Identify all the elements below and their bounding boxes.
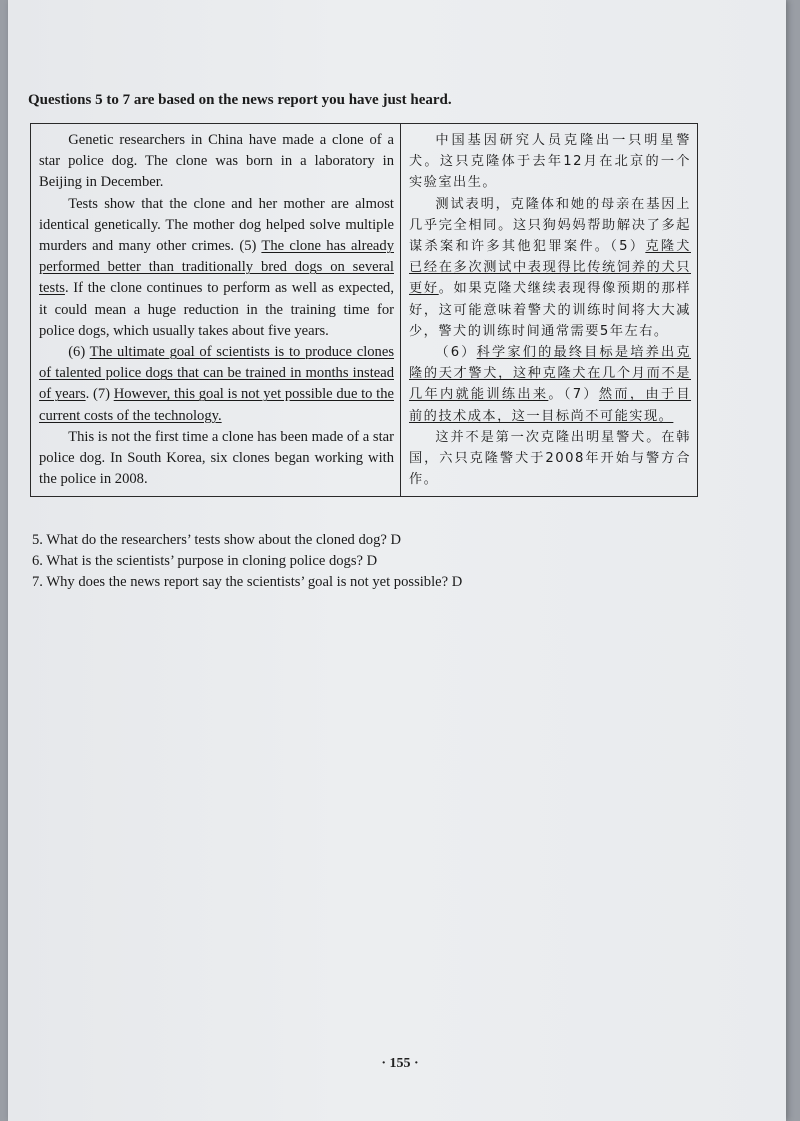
en-paragraph-3 — [39, 342, 394, 427]
question-list — [32, 530, 462, 593]
question-7: 7. Why does the news report say the scientists’ goal is not yet possible? D — [32, 574, 463, 590]
zh-p3-text-b: 。（7） — [548, 387, 599, 403]
en-answer-7-underline: However, this goal is not yet possible due to the current costs of the technology. — [39, 386, 394, 424]
zh-paragraph-3 — [409, 342, 691, 427]
question-6: 6. What is the scientists’ purpose in cloning police dogs? D — [32, 553, 378, 569]
chinese-column — [401, 124, 698, 497]
passage-table — [30, 123, 698, 497]
english-column — [31, 124, 401, 497]
zh-paragraph-2 — [409, 194, 691, 342]
en-p2-text-a: Tests show that the clone and her mother are almost identical genetically. The mother dog helped solve multiple murders and many other crimes. (5) — [39, 195, 394, 255]
page-number: · 155 · — [381, 1056, 419, 1071]
en-answer-5-underline: The clone has already performed better than traditionally bred dogs on several tests — [39, 238, 394, 297]
en-paragraph-1: Genetic researchers in China have made a clone of a star police dog. The clone was born in a laboratory in Beijing in December. — [39, 132, 394, 191]
en-paragraph-4: This is not the first time a clone has been made of a star police dog. In South Korea, six clones began working with the police in 2008. — [39, 428, 394, 488]
en-p3-text-a: (6) — [68, 344, 90, 361]
en-answer-6-underline: The ultimate goal of scientists is to produce clones of talented police dogs that can be trained in months instead of years — [39, 344, 395, 403]
zh-paragraph-1: 中国基因研究人员克隆出一只明星警犬。这只克隆体于去年12月在北京的一个实验室出生。 — [409, 133, 691, 191]
question-5: 5. What do the researchers’ tests show about the cloned dog? D — [32, 532, 402, 548]
en-p3-text-b: . (7) — [85, 386, 114, 403]
zh-p2-text-a: 测试表明，克隆体和她的母亲在基因上几乎完全相同。这只狗妈妈帮助解决了多起谋杀案和许多其他犯罪案件。（5） — [409, 196, 691, 255]
zh-p2-text-b: 。如果克隆犬继续表现得像预期的那样好，这可能意味着警犬的训练时间将大大减少，警犬的训练时间通常需要5年左右。 — [409, 281, 692, 339]
section-heading: Questions 5 to 7 are based on the news report you have just heard. — [28, 92, 452, 108]
zh-paragraph-4: 这并不是第一次克隆出明星警犬。在韩国，六只克隆警犬于2008年开始与警方合作。 — [409, 429, 691, 488]
zh-answer-7-underline: 然而，由于目前的技术成本，这一目标尚不可能实现。 — [409, 387, 692, 424]
zh-p3-text-a: （6） — [435, 345, 477, 361]
en-paragraph-2 — [39, 194, 394, 342]
en-p2-text-b: . If the clone continues to perform as well as expected, it could mean a huge reduction in the training time for police dogs, which usually takes about five years. — [39, 280, 394, 339]
zh-answer-6-underline: 科学家们的最终目标是培养出克隆的天才警犬，这种克隆犬在几个月而不是几年内就能训练出来 — [409, 345, 692, 403]
zh-answer-5-underline: 克隆犬已经在多次测试中表现得比传统饲养的犬只更好 — [409, 239, 691, 297]
